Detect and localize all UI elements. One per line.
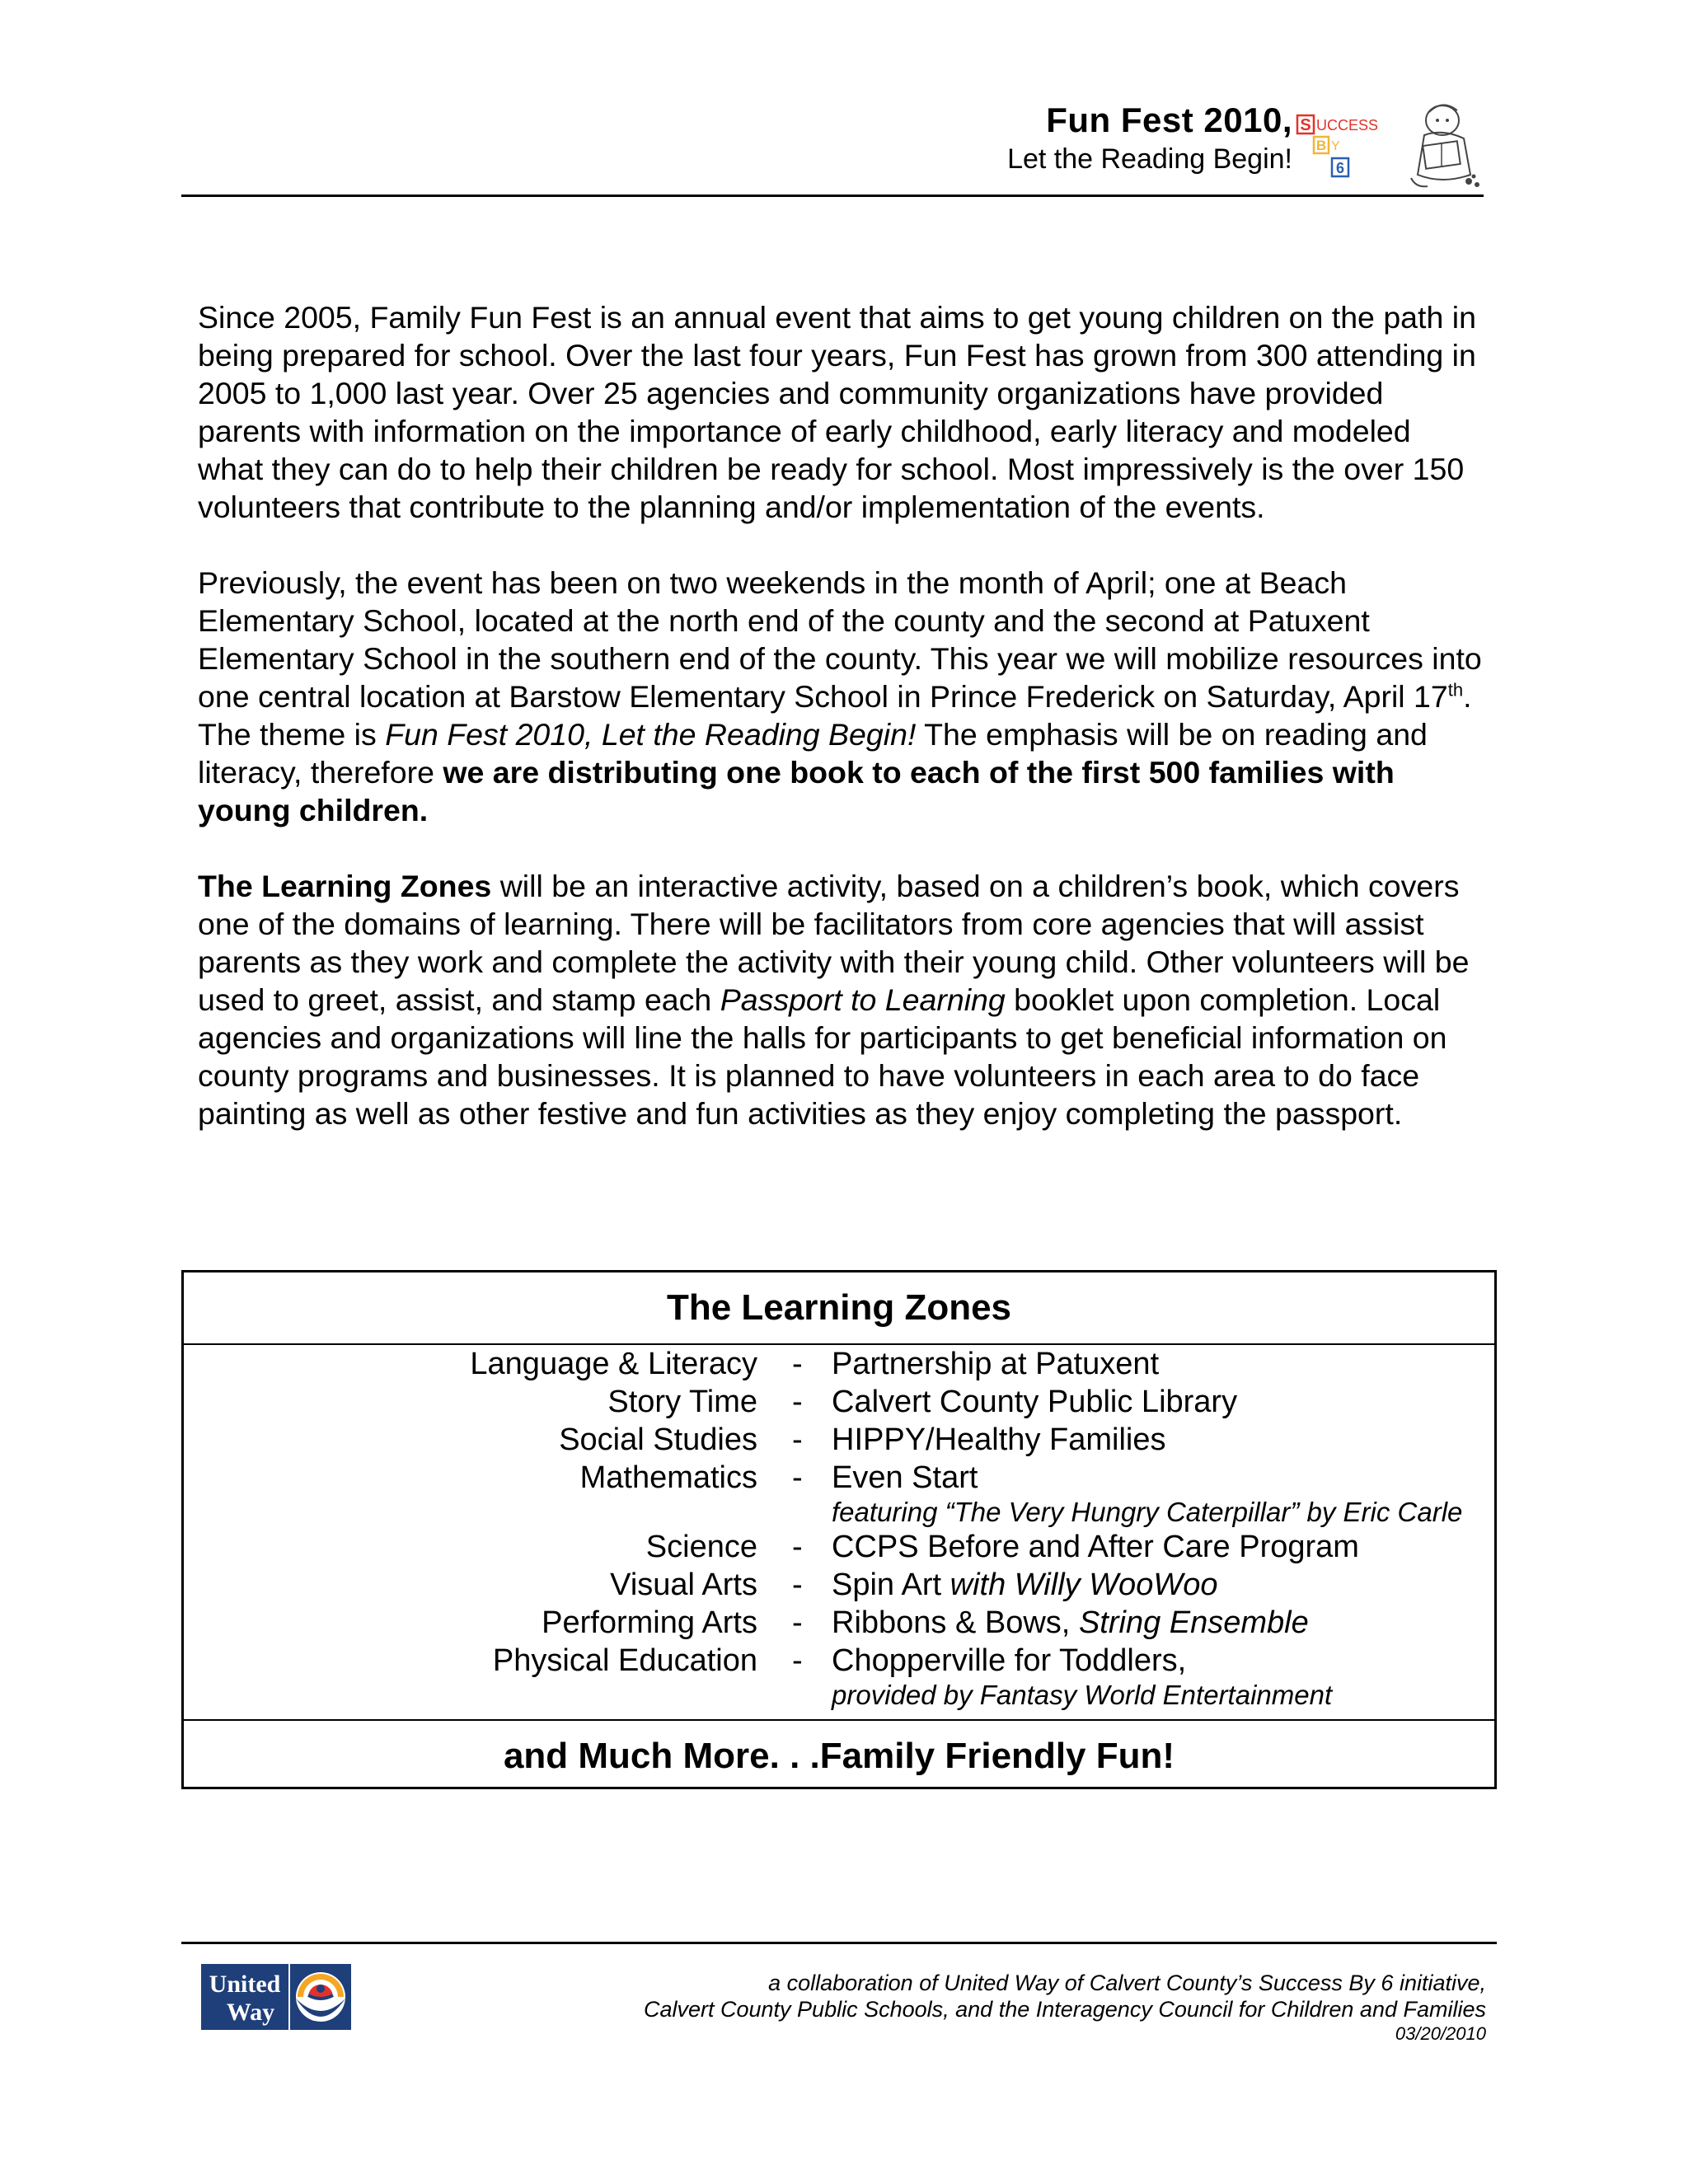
zone-row bbox=[184, 1566, 1494, 1604]
zone-note: featuring “The Very Hungry Caterpillar” by Eric Carle bbox=[832, 1497, 1463, 1527]
paragraph-learning-zones bbox=[198, 867, 1484, 1132]
footer-date: 03/20/2010 bbox=[1395, 2023, 1486, 2044]
united-way-logo bbox=[201, 1964, 351, 2030]
zone-dash: - bbox=[792, 1643, 803, 1678]
zone-dash: - bbox=[792, 1568, 803, 1602]
ordinal-suffix: th bbox=[1447, 679, 1464, 701]
zone-provider: Even Start bbox=[832, 1460, 978, 1495]
zone-area: Performing Arts bbox=[542, 1605, 757, 1640]
logo-letter-y: Y bbox=[1331, 139, 1340, 153]
paragraph-text: will be an interactive activity, based on a children’s book, which covers one of the domains of learning. There will be facilitators from core agencies that will assist parents as they work and complete the activity with their young child. Other volunteers will be used to greet, assist, and stamp each bbox=[198, 869, 1470, 1017]
learning-zones-list bbox=[184, 1345, 1494, 1721]
paragraph-event-details bbox=[198, 564, 1484, 829]
page-header bbox=[181, 92, 1484, 199]
zone-row bbox=[184, 1383, 1494, 1421]
logo-word-way: Way bbox=[226, 1999, 275, 2026]
zone-note: provided by Fantasy World Entertainment bbox=[832, 1680, 1333, 1710]
header-divider bbox=[181, 194, 1484, 197]
footer-line-2: Calvert County Public Schools, and the Interagency Council for Children and Families bbox=[643, 1997, 1486, 2022]
zone-area: Language & Literacy bbox=[470, 1347, 757, 1381]
learning-zones-footer: and Much More. . .Family Friendly Fun! bbox=[503, 1736, 1175, 1776]
zone-row bbox=[184, 1459, 1494, 1497]
header-text bbox=[1007, 99, 1292, 176]
zone-dash: - bbox=[792, 1460, 803, 1495]
provider-name: Spin Art bbox=[832, 1568, 942, 1602]
event-theme: Fun Fest 2010, Let the Reading Begin! bbox=[385, 717, 917, 752]
zone-provider: CCPS Before and After Care Program bbox=[832, 1530, 1359, 1564]
article-body bbox=[198, 298, 1484, 1170]
learning-zones-title: The Learning Zones bbox=[184, 1272, 1494, 1345]
provider-detail: with Willy WooWoo bbox=[950, 1568, 1218, 1602]
zone-row bbox=[184, 1604, 1494, 1642]
zone-area: Story Time bbox=[607, 1385, 757, 1419]
footer-credits bbox=[644, 1970, 1486, 2046]
paragraph-text: booklet upon completion. Local agencies and organizations will line the halls for participants to get beneficial information on county programs and businesses. It is planned to have volunteers in each area to do face painting as well as other festive and fun activities as they enjoy completing the passport. bbox=[198, 982, 1447, 1131]
provider-detail: String Ensemble bbox=[1078, 1605, 1309, 1640]
reading-child-illustration bbox=[1400, 96, 1485, 193]
zone-dash: - bbox=[792, 1385, 803, 1419]
book-distribution-highlight: we are distributing one book to each of the first 500 families with young children. bbox=[198, 755, 1395, 827]
zone-row bbox=[184, 1528, 1494, 1566]
zone-area: Science bbox=[645, 1530, 757, 1564]
success-by-6-logo bbox=[1296, 104, 1403, 186]
zone-dash: - bbox=[792, 1422, 803, 1457]
zone-provider: Chopperville for Toddlers, bbox=[832, 1643, 1187, 1678]
zone-dash: - bbox=[792, 1530, 803, 1564]
footer-divider bbox=[181, 1942, 1497, 1944]
zone-provider: HIPPY/Healthy Families bbox=[832, 1422, 1166, 1457]
header-subtitle: Let the Reading Begin! bbox=[1007, 143, 1292, 175]
paragraph-intro: Since 2005, Family Fun Fest is an annual event that aims to get young children on the path in being prepared for school. Over the last four years, Fun Fest has grown from 300 attending in 2005 to 1,000 last year. Over 25 agencies and community organizations have provided parents with information on the importance of early childhood, early literacy and modeled what they can do to help their children be ready for school. Most impressively is the over 150 volunteers that contribute to the planning and/or implementation of the events. bbox=[198, 300, 1476, 524]
learning-zones-box bbox=[181, 1270, 1497, 1789]
zone-row bbox=[184, 1421, 1494, 1459]
zone-provider: Partnership at Patuxent bbox=[832, 1347, 1160, 1381]
paragraph-text: The emphasis will be on reading and literacy, therefore bbox=[198, 717, 1428, 790]
zone-row bbox=[184, 1642, 1494, 1680]
header-title: Fun Fest 2010, bbox=[1046, 101, 1292, 139]
logo-number-6: 6 bbox=[1335, 160, 1345, 176]
logo-letter-s: S bbox=[1300, 116, 1311, 134]
paragraph-text: Previously, the event has been on two weekends in the month of April; one at Beach Elementary School, located at the north end of the county and the second at Patuxent Elementary School in the southern end of the county. This year we will mobilize resources into one central location at Barstow Elementary School in Prince Frederick on Saturday, April 17 bbox=[198, 565, 1482, 714]
paragraph-text: . The theme is bbox=[198, 679, 1472, 752]
learning-zones-lead: The Learning Zones bbox=[198, 869, 492, 903]
zone-provider bbox=[832, 1604, 1309, 1642]
logo-letter-b: B bbox=[1315, 138, 1327, 153]
zone-dash: - bbox=[792, 1347, 803, 1381]
zone-provider: Calvert County Public Library bbox=[832, 1385, 1238, 1419]
zone-row bbox=[184, 1345, 1494, 1383]
zone-area: Physical Education bbox=[492, 1643, 757, 1678]
zone-provider bbox=[832, 1566, 1217, 1604]
zone-area: Visual Arts bbox=[610, 1568, 757, 1602]
provider-name: Ribbons & Bows, bbox=[832, 1605, 1071, 1640]
zone-area: Mathematics bbox=[579, 1460, 757, 1495]
zone-note-row bbox=[184, 1680, 1494, 1711]
logo-word-uccess: UCCESS bbox=[1316, 117, 1379, 134]
zone-dash: - bbox=[792, 1605, 803, 1640]
passport-title: Passport to Learning bbox=[720, 982, 1006, 1017]
zone-note-row bbox=[184, 1497, 1494, 1528]
zone-area: Social Studies bbox=[559, 1422, 757, 1457]
footer-line-1: a collaboration of United Way of Calvert County’s Success By 6 initiative, bbox=[768, 1971, 1486, 1995]
logo-word-united: United bbox=[209, 1971, 281, 1998]
